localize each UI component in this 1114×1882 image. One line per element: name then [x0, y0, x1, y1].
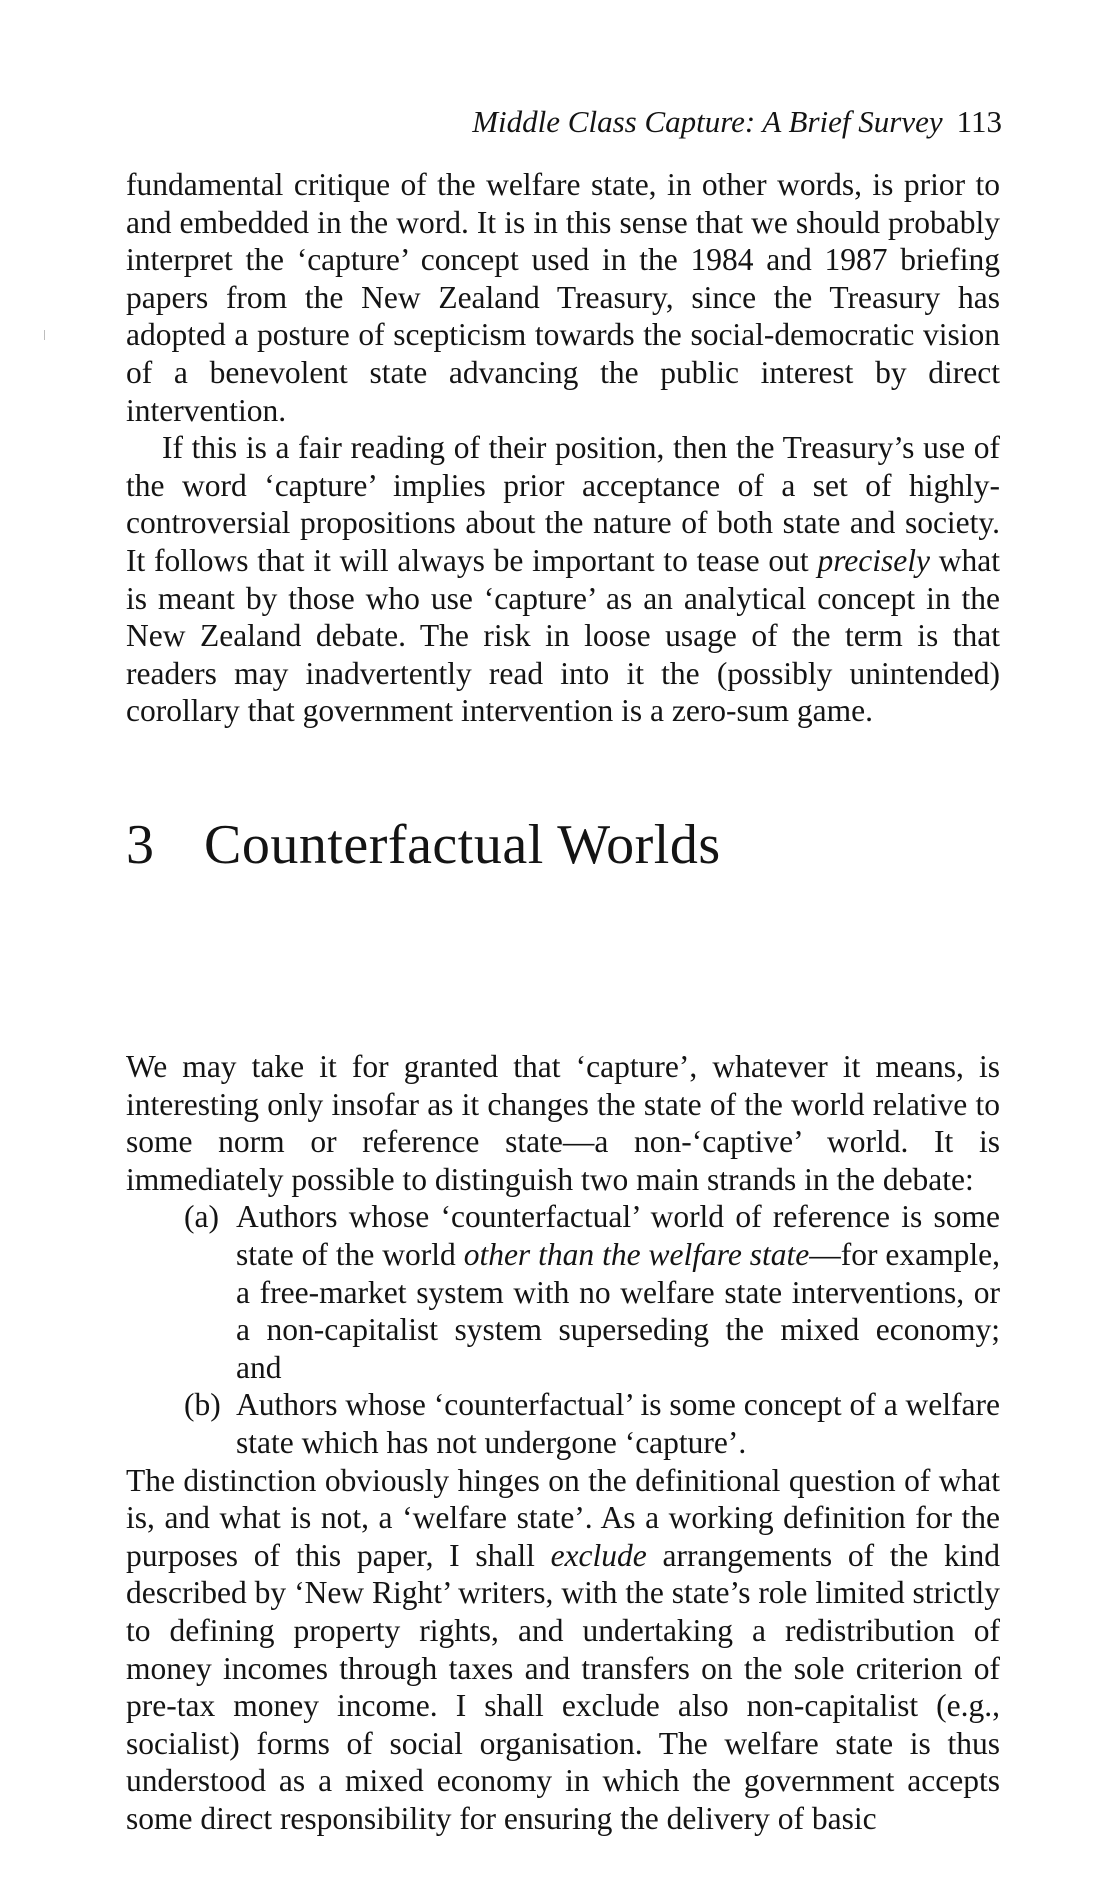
section-heading [126, 810, 721, 880]
paragraph-text: fundamental critique of the welfare state, in other words, is prior to and embedded in the word. It is in this sense that we should probably interpret the ‘capture’ concept used in the 1984 and 1987 briefing papers from the New Zealand Treasury, since the Treasury has adopted a posture of scepticism towards the social-democratic vision of a benevolent state advancing the public interest by direct intervention. [126, 167, 1000, 428]
emphasis-text: precisely [817, 542, 930, 578]
list-marker: (b) [184, 1387, 221, 1423]
emphasis-text: other than the welfare state [463, 1236, 810, 1272]
page-number: 113 [956, 104, 1002, 139]
margin-mark [44, 330, 45, 340]
paragraph-text: arrangements of the kind described by ‘New Right’ writers, with the state’s role limited strictly to defining property rights, and undertaking a redistribution of money incomes through taxes and transfers on the sole criterion of pre-tax money income. I shall exclude also non-capitalist (e.g., socialist) forms of social organisation. The welfare state is thus understood as a mixed economy in which the government accepts some direct responsibility for ensuring the delivery of basic [126, 1537, 1001, 1836]
body-text-top [126, 166, 1000, 730]
paragraph [126, 429, 1000, 730]
list-item-a [126, 1198, 1000, 1386]
list-item-b [126, 1386, 1000, 1461]
emphasis-text: exclude [550, 1537, 647, 1573]
section-number: 3 [126, 814, 155, 876]
list-item-text: —for example, a free-market system with no welfare state interventions, or a non-capitalist system superseding the mixed economy; and [236, 1236, 1000, 1385]
intro-paragraph: We may take it for granted that ‘capture’, whatever it means, is interesting only insofar as it changes the state of the world relative to some norm or reference state—a non-‘captive’ world. It is immediately possible to distinguish two main strands in the debate: [126, 1049, 1000, 1197]
section-title: Counterfactual Worlds [204, 814, 721, 876]
running-head-title: Middle Class Capture: A Brief Survey [472, 104, 943, 139]
running-head [472, 104, 1002, 140]
paragraph-continued [126, 166, 1000, 429]
paragraph-text: If this is a fair reading of their position, then the Treasury’s use of the word ‘capture’ implies prior acceptance of a set of highly-controversial propositions about the nature of both state and society. It follows that it will always be important to tease out [126, 430, 1000, 578]
closing-paragraph [126, 1462, 1000, 1838]
paragraph-text: what is meant by those who use ‘capture’ as an analytical concept in the New Zealand debate. The risk in loose usage of the term is that readers may inadvertently read into it the (possibly unintended) corollary that government intervention is a zero-sum game. [126, 542, 1000, 729]
list-item-text: Authors whose ‘counterfactual’ world of reference is some state of the world [236, 1199, 1000, 1272]
list-marker: (a) [184, 1199, 219, 1235]
body-text-bottom [126, 1048, 1000, 1837]
list-item-text: Authors whose ‘counterfactual’ is some concept of a welfare state which has not undergone ‘capture’. [236, 1387, 1000, 1460]
paragraph-text: The distinction obviously hinges on the definitional question of what is, and what is not, a ‘welfare state’. As a working definition for the purposes of this paper, I shall [126, 1462, 1000, 1573]
